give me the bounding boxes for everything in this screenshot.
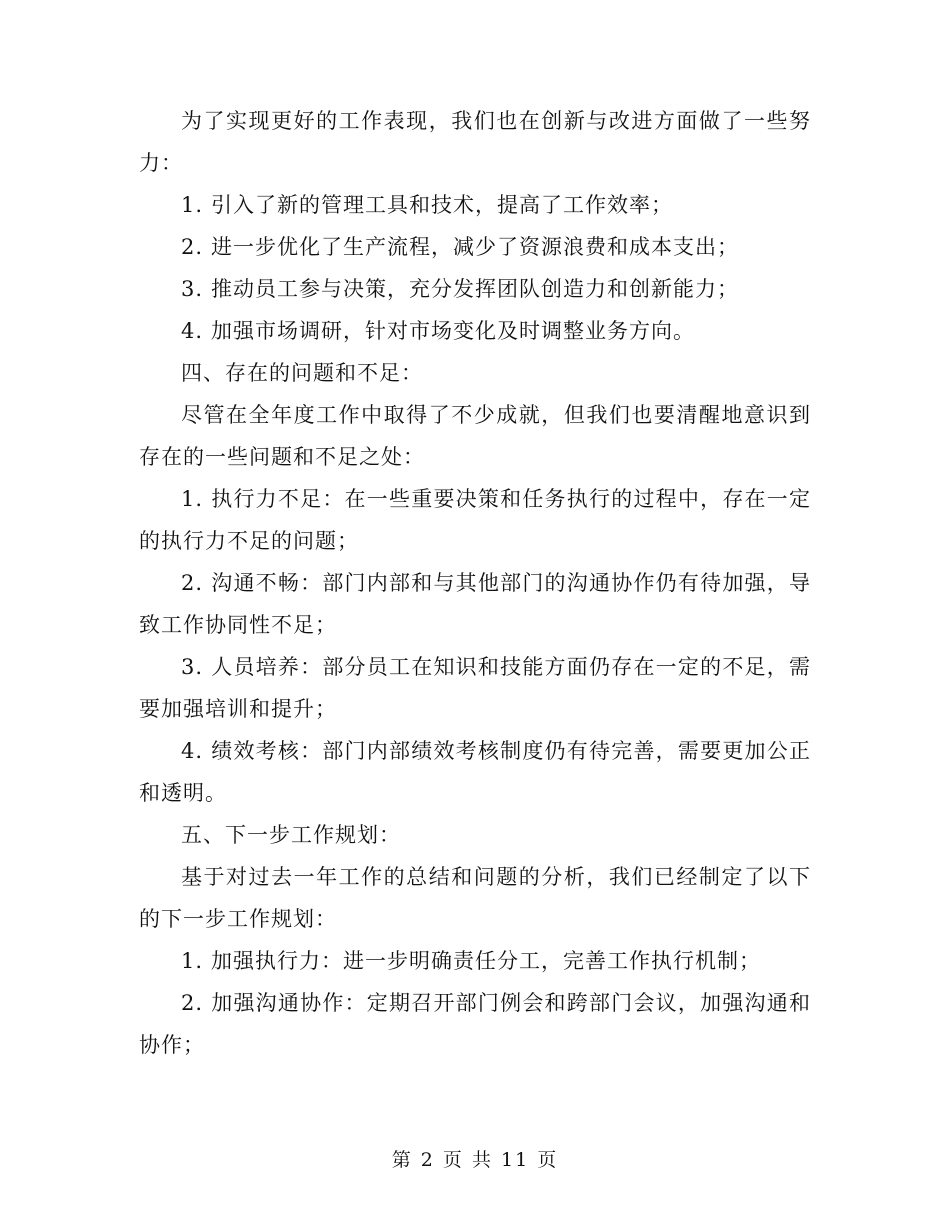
section-heading: 五、下一步工作规划： bbox=[181, 823, 401, 847]
list-text: 执行力不足：在一些重要决策和任务执行的过程中，存在一定的执行力不足的问题； bbox=[139, 487, 811, 553]
list-item bbox=[139, 730, 811, 814]
list-text: 加强沟通协作：定期召开部门例会和跨部门会议，加强沟通和协作； bbox=[139, 991, 811, 1057]
list-number: 1. bbox=[181, 487, 204, 511]
paragraph: 尽管在全年度工作中取得了不少成就，但我们也要清醒地意识到存在的一些问题和不足之处： bbox=[139, 403, 811, 469]
footer-page-number: 2 bbox=[420, 1149, 435, 1171]
list-text: 进一步优化了生产流程，减少了资源浪费和成本支出； bbox=[211, 235, 739, 259]
list-text: 引入了新的管理工具和技术，提高了工作效率； bbox=[211, 193, 673, 217]
list-text: 加强执行力：进一步明确责任分工，完善工作执行机制； bbox=[211, 949, 761, 973]
page-footer bbox=[0, 1145, 950, 1172]
paragraph: 基于对过去一年工作的总结和问题的分析，我们已经制定了以下的下一步工作规划： bbox=[139, 865, 811, 931]
list-item bbox=[139, 268, 811, 310]
list-item bbox=[139, 226, 811, 268]
list-item bbox=[139, 184, 811, 226]
list-number: 4. bbox=[181, 319, 204, 343]
list-number: 3. bbox=[181, 655, 204, 679]
section-heading: 四、存在的问题和不足： bbox=[181, 361, 423, 385]
document-body bbox=[139, 100, 811, 1066]
list-item bbox=[139, 562, 811, 646]
list-item bbox=[139, 982, 811, 1066]
list-text: 沟通不畅：部门内部和与其他部门的沟通协作仍有待加强，导致工作协同性不足； bbox=[139, 571, 811, 637]
list-text: 推动员工参与决策，充分发挥团队创造力和创新能力； bbox=[211, 277, 739, 301]
footer-prefix: 第 bbox=[391, 1149, 413, 1171]
list-number: 2. bbox=[181, 235, 204, 259]
list-number: 1. bbox=[181, 949, 204, 973]
list-number: 3. bbox=[181, 277, 204, 301]
list-number: 2. bbox=[181, 991, 204, 1015]
footer-middle: 页 共 bbox=[442, 1149, 493, 1171]
footer-suffix: 页 bbox=[537, 1149, 559, 1171]
list-item bbox=[139, 940, 811, 982]
footer-total-pages: 11 bbox=[501, 1149, 530, 1171]
list-text: 人员培养：部分员工在知识和技能方面仍存在一定的不足，需要加强培训和提升； bbox=[139, 655, 811, 721]
list-item bbox=[139, 310, 811, 352]
list-text: 加强市场调研，针对市场变化及时调整业务方向。 bbox=[211, 319, 695, 343]
list-number: 1. bbox=[181, 193, 204, 217]
list-text: 绩效考核：部门内部绩效考核制度仍有待完善，需要更加公正和透明。 bbox=[139, 739, 811, 805]
list-number: 4. bbox=[181, 739, 204, 763]
paragraph: 为了实现更好的工作表现，我们也在创新与改进方面做了一些努力： bbox=[139, 109, 811, 175]
list-item bbox=[139, 646, 811, 730]
list-item bbox=[139, 478, 811, 562]
list-number: 2. bbox=[181, 571, 204, 595]
